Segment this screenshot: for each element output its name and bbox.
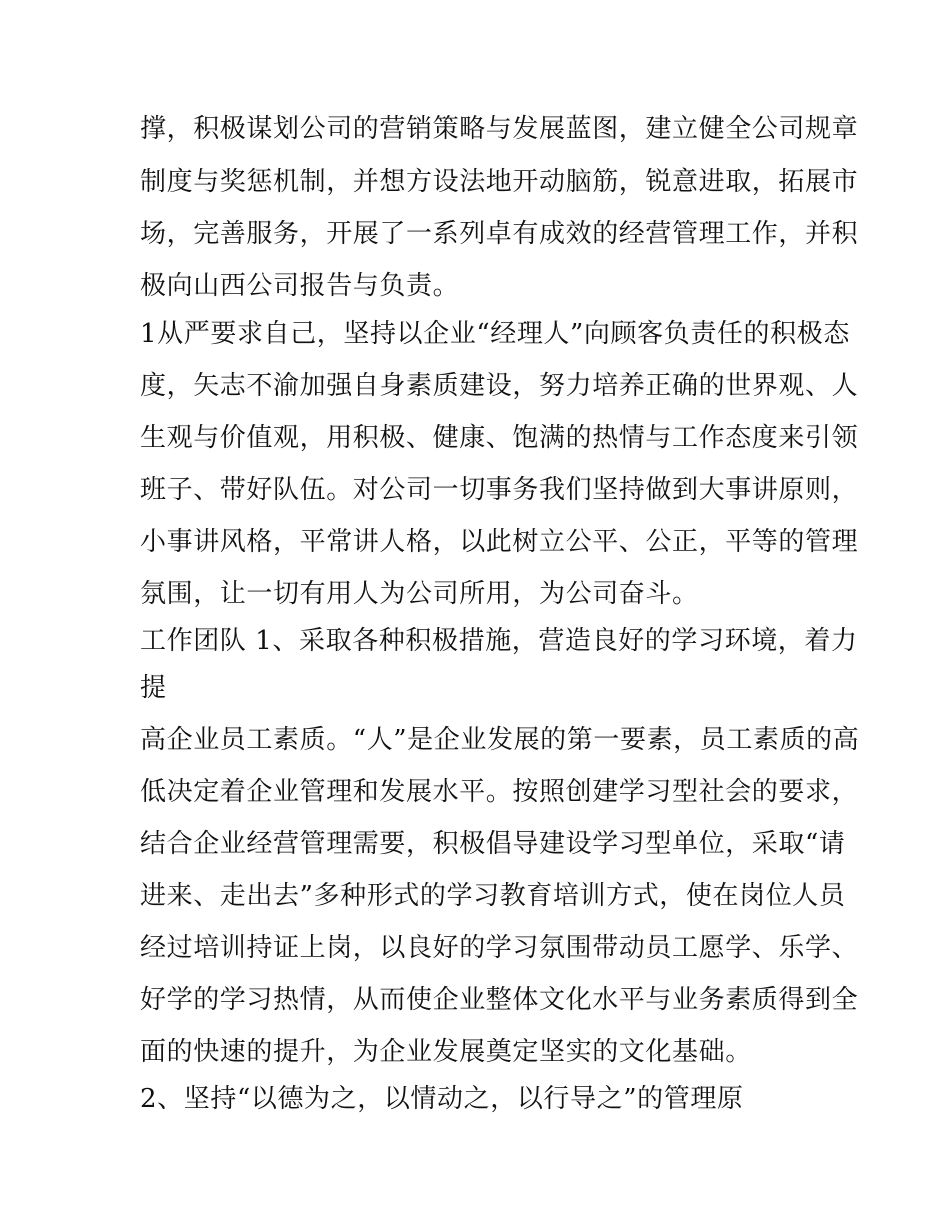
text-line: 班子、带好队伍。对公司一切事务我们坚持做到大事讲原则， bbox=[140, 475, 859, 505]
text-line: 工作团队 1、采取各种积极措施，营造良好的学习环境，着力 bbox=[140, 626, 858, 656]
text-line: 高企业员工素质。“人”是企业发展的第一要素，员工素质的高 bbox=[140, 725, 860, 755]
text-line: 结合企业经营管理需要，积极倡导建设学习型单位，采取“请 bbox=[140, 829, 846, 859]
text-line: 小事讲风格，平常讲人格，以此树立公平、公正，平等的管理 bbox=[140, 527, 859, 557]
text-line: 低决定着企业管理和发展水平。按照创建学习型社会的要求， bbox=[140, 777, 859, 807]
text-line: 氛围，让一切有用人为公司所用，为公司奋斗。 bbox=[140, 579, 699, 609]
text-line: 进来、走出去”多种形式的学习教育培训方式，使在岗位人员 bbox=[140, 881, 846, 911]
text-line: 面的快速的提升，为企业发展奠定坚实的文化基础。 bbox=[140, 1037, 752, 1067]
text-line: 制度与奖惩机制，并想方设法地开动脑筋，锐意进取，拓展市 bbox=[140, 167, 859, 197]
text-line: 度，矢志不渝加强自身素质建设，努力培养正确的世界观、人 bbox=[140, 371, 859, 401]
text-line: 极向山西公司报告与负责。 bbox=[140, 271, 460, 301]
text-line: 提 bbox=[140, 673, 167, 703]
text-line: 场，完善服务，开展了一系列卓有成效的经营管理工作，并积 bbox=[140, 219, 859, 249]
text-line: 撑，积极谋划公司的营销策略与发展蓝图，建立健全公司规章 bbox=[140, 114, 859, 144]
text-line: 经过培训持证上岗，以良好的学习氛围带动员工愿学、乐学、 bbox=[140, 933, 859, 963]
text-line: 2、坚持“以德为之，以情动之，以行导之”的管理原 bbox=[140, 1084, 744, 1114]
text-line: 好学的学习热情，从而使企业整体文化水平与业务素质得到全 bbox=[140, 985, 859, 1015]
text-line: 1从严要求自己，坚持以企业“经理人”向顾客负责任的积极态 bbox=[140, 319, 850, 349]
text-line: 生观与价值观，用积极、健康、饱满的热情与工作态度来引领 bbox=[140, 423, 859, 453]
